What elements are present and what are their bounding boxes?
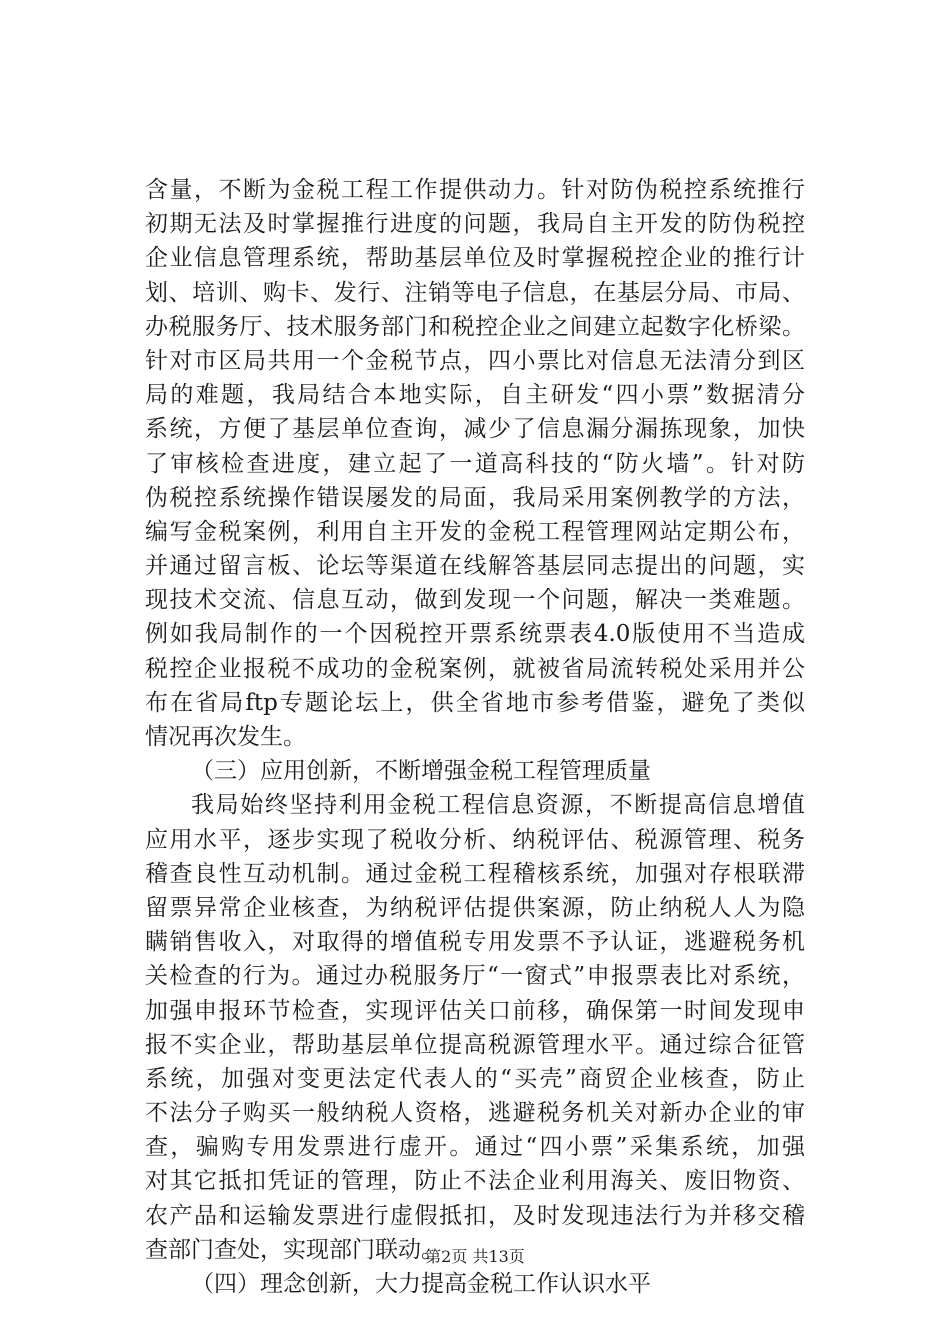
body-line: 初期无法及时掌握推行进度的问题，我局自主开发的防伪税控	[145, 211, 805, 238]
body-line: 留票异常企业核查，为纳税评估提供案源，防止纳税人人为隐	[145, 894, 805, 921]
body-line: 局的难题，我局结合本地实际，自主研发“四小票”数据清分	[145, 382, 805, 409]
body-line: 农产品和运输发票进行虚假抵扣，及时发现违法行为并移交稽	[145, 1202, 805, 1229]
body-line: 例如我局制作的一个因税控开票系统票表4.0版使用不当造成	[145, 621, 805, 648]
body-line: 应用水平，逐步实现了税收分析、纳税评估、税源管理、税务	[145, 826, 805, 853]
body-line: 编写金税案例，利用自主开发的金税工程管理网站定期公布，	[145, 518, 805, 545]
body-line: 情况再次发生。	[145, 724, 306, 750]
body-line: 布在省局ftp专题论坛上，供全省地市参考借鉴，避免了类似	[145, 689, 805, 716]
body-line: 瞒销售收入，对取得的增值税专用发票不予认证，逃避税务机	[145, 929, 805, 956]
body-line: 加强申报环节检查，实现评估关口前移，确保第一时间发现申	[145, 997, 805, 1024]
body-line: 不法分子购买一般纳税人资格，逃避税务机关对新办企业的审	[145, 1100, 805, 1127]
body-line: 对其它抵扣凭证的管理，防止不法企业利用海关、废旧物资、	[145, 1168, 805, 1195]
body-line: 企业信息管理系统，帮助基层单位及时掌握税控企业的推行计	[145, 245, 805, 272]
page-footer: 第2页 共13页	[425, 1247, 525, 1266]
body-line: 税控企业报税不成功的金税案例，就被省局流转税处采用并公	[145, 655, 805, 682]
body-line: 系统，加强对变更法定代表人的“买壳”商贸企业核查，防止	[145, 1065, 805, 1092]
body-line: 针对市区局共用一个金税节点，四小票比对信息无法清分到区	[145, 347, 805, 374]
body-line: 并通过留言板、论坛等渠道在线解答基层同志提出的问题，实	[145, 553, 805, 580]
body-line: 关检查的行为。通过办税服务厅“一窗式”申报票表比对系统，	[145, 963, 805, 990]
section-heading-4: （四）理念创新，大力提高金税工作认识水平	[191, 1271, 651, 1297]
section-heading-3: （三）应用创新，不断增强金税工程管理质量	[191, 758, 651, 785]
body-line: 伪税控系统操作错误屡发的局面，我局采用案例教学的方法，	[145, 484, 805, 511]
body-line: 查部门查处，实现部门联动。	[145, 1236, 444, 1263]
body-line: 现技术交流、信息互动，做到发现一个问题，解决一类难题。	[145, 587, 805, 614]
document-body	[145, 173, 805, 1301]
body-line: 报不实企业，帮助基层单位提高税源管理水平。通过综合征管	[145, 1031, 805, 1058]
body-line: 含量，不断为金税工程工作提供动力。针对防伪税控系统推行	[145, 177, 805, 203]
body-line: 了审核检查进度，建立起了一道高科技的“防火墙”。针对防	[145, 450, 805, 477]
body-line: 我局始终坚持利用金税工程信息资源，不断提高信息增值	[191, 792, 805, 819]
body-line: 查，骗购专用发票进行虚开。通过“四小票”采集系统，加强	[145, 1134, 805, 1161]
body-line: 系统，方便了基层单位查询，减少了信息漏分漏拣现象，加快	[145, 416, 805, 443]
body-line: 稽查良性互动机制。通过金税工程稽核系统，加强对存根联滞	[145, 860, 805, 887]
body-line: 办税服务厅、技术服务部门和税控企业之间建立起数字化桥梁。	[145, 313, 805, 340]
body-line: 划、培训、购卡、发行、注销等电子信息，在基层分局、市局、	[145, 279, 805, 306]
